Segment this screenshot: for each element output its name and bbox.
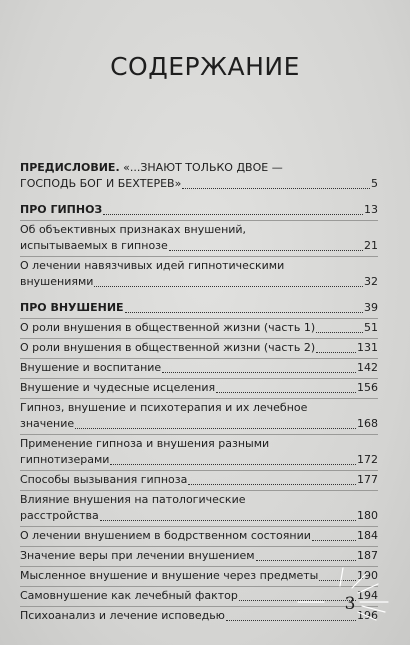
toc-page-number: 51: [364, 321, 378, 334]
divider: [20, 398, 378, 399]
toc-entry-text: Внушение и чудесные исцеления: [20, 381, 216, 394]
dot-leader: [94, 284, 363, 287]
toc-entry: [20, 160, 378, 192]
toc-entry-text: значение: [20, 417, 75, 430]
toc-entry-text: ГОСПОДЬ БОГ И БЕХТЕРЕВ»: [20, 177, 182, 190]
toc-entry-text: О лечении навязчивых идей гипнотическими: [20, 259, 285, 272]
divider: [20, 546, 378, 547]
toc-page-number: 180: [357, 509, 378, 522]
dot-leader: [125, 310, 363, 313]
divider: [20, 490, 378, 491]
toc-page-number: 5: [371, 177, 378, 190]
dot-leader: [188, 482, 356, 485]
dot-leader: [162, 370, 356, 373]
toc-entry: [20, 492, 378, 524]
toc-page-number: 168: [357, 417, 378, 430]
toc-entry: [20, 222, 378, 254]
dot-leader: [103, 212, 363, 215]
dot-leader: [169, 248, 363, 251]
toc-entry-text: Психоанализ и лечение исповедью: [20, 609, 225, 622]
toc-entry: [20, 528, 378, 544]
toc-page-number: 196: [357, 609, 378, 622]
toc-entry: [20, 258, 378, 290]
toc-entry-text: Об объективных признаках внушений,: [20, 223, 247, 236]
toc-page-number: 184: [357, 529, 378, 542]
toc-page-number: 190: [357, 569, 378, 582]
divider: [20, 378, 378, 379]
toc-page-number: 131: [357, 341, 378, 354]
divider: [20, 220, 378, 221]
dot-leader: [110, 462, 356, 465]
divider: [20, 358, 378, 359]
dot-leader: [312, 538, 356, 541]
toc-entry-text: гипнотизерами: [20, 453, 110, 466]
dot-leader: [316, 350, 356, 353]
toc-entry-text: «...ЗНАЮТ ТОЛЬКО ДВОЕ —: [119, 161, 283, 174]
toc-section-hypnosis: [20, 202, 378, 290]
page-number: 3: [344, 594, 356, 614]
toc-page-number: 21: [364, 239, 378, 252]
toc-page-number: 172: [357, 453, 378, 466]
divider: [20, 526, 378, 527]
toc-entry-text: Самовнушение как лечебный фактор: [20, 589, 238, 602]
dot-leader: [75, 426, 356, 429]
toc-page-number: 194: [357, 589, 378, 602]
toc-entry-text: Внушение и воспитание: [20, 361, 162, 374]
toc-section-heading: ПРО ГИПНОЗ: [20, 203, 103, 216]
toc-entry-text: Гипноз, внушение и психотерапия и их лечебное: [20, 401, 308, 414]
divider: [20, 470, 378, 471]
toc-entry-text: О лечении внушением в бодрственном состоянии: [20, 529, 311, 542]
toc-entry: [20, 400, 378, 432]
toc-entry-text: Способы вызывания гипноза: [20, 473, 188, 486]
toc-entry-text: Применение гипноза и внушения разными: [20, 437, 270, 450]
toc-entry: [20, 436, 378, 468]
toc-page-number: 187: [357, 549, 378, 562]
toc-entry-text: О роли внушения в общественной жизни (часть 2): [20, 341, 316, 354]
toc-page-number: 156: [357, 381, 378, 394]
dot-leader: [100, 518, 356, 521]
toc-entry: [20, 360, 378, 376]
dot-leader: [182, 186, 370, 189]
divider: [20, 338, 378, 339]
page-title: СОДЕРЖАНИЕ: [110, 52, 300, 81]
toc-entry-text: Мысленное внушение и внушение через предметы: [20, 569, 319, 582]
toc-page-number: 177: [357, 473, 378, 486]
toc-entry: [20, 300, 378, 316]
dot-leader: [216, 390, 356, 393]
divider: [20, 318, 378, 319]
toc-entry-text: испытываемых в гипнозе: [20, 239, 168, 252]
divider: [20, 256, 378, 257]
toc-entry-text: расстройства: [20, 509, 99, 522]
toc-entry-text: внушениями: [20, 275, 94, 288]
dot-leader: [316, 330, 363, 333]
toc-entry-text: О роли внушения в общественной жизни (часть 1): [20, 321, 316, 334]
toc-entry: [20, 340, 378, 356]
toc-entry: [20, 202, 378, 218]
toc-entry: [20, 320, 378, 336]
toc-entry: [20, 472, 378, 488]
toc-page-number: 39: [364, 301, 378, 314]
toc-entry-bold-prefix: ПРЕДИСЛОВИЕ.: [20, 161, 120, 174]
toc-page-number: 142: [357, 361, 378, 374]
toc-entry: [20, 380, 378, 396]
toc-entry-text: Значение веры при лечении внушением: [20, 549, 255, 562]
toc-entry-text: Влияние внушения на патологические: [20, 493, 246, 506]
toc-section-heading: ПРО ВНУШЕНИЕ: [20, 301, 124, 314]
divider: [20, 434, 378, 435]
toc-page-number: 32: [364, 275, 378, 288]
toc-page-number: 13: [364, 203, 378, 216]
toc-section-preface: [20, 160, 378, 192]
